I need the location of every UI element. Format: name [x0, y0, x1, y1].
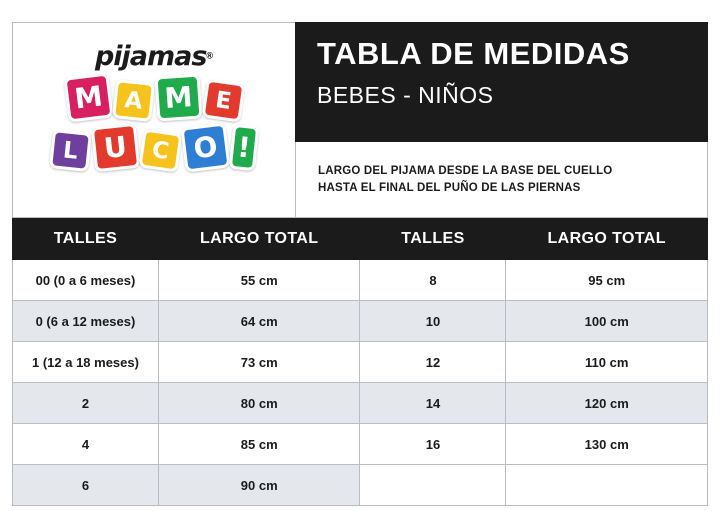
header-area — [12, 22, 708, 218]
logo-tile-c: C — [138, 128, 182, 172]
cell-length-right: 100 cm — [506, 301, 708, 342]
cell-length-right: 110 cm — [506, 342, 708, 383]
measurement-note — [295, 142, 708, 218]
measurements-table — [12, 218, 708, 506]
cell-size-right: 16 — [360, 424, 506, 465]
table-row — [13, 342, 708, 383]
cell-length-right: 120 cm — [506, 383, 708, 424]
cell-length-left: 73 cm — [158, 342, 360, 383]
table-header-row — [13, 219, 708, 260]
logo-tile-a: A — [112, 79, 155, 122]
logo-tile-l: L — [49, 129, 92, 172]
cell-size-left: 0 (6 a 12 meses) — [13, 301, 159, 342]
measurement-note-line-1: LARGO DEL PIJAMA DESDE LA BASE DEL CUELLO — [318, 164, 613, 177]
logo-wordmark-top — [38, 41, 270, 75]
column-header-largo-right: LARGO TOTAL — [506, 219, 708, 260]
logo-tile-m1: M — [63, 72, 113, 122]
table-row — [13, 260, 708, 301]
cell-size-left: 2 — [13, 383, 159, 424]
logo-row-mame — [38, 75, 270, 120]
cell-length-right-empty — [506, 465, 708, 506]
cell-length-left: 85 cm — [158, 424, 360, 465]
table-row — [13, 465, 708, 506]
registered-mark-icon: ® — [206, 50, 214, 61]
column-header-talles-left: TALLES — [13, 219, 159, 260]
cell-size-left: 4 — [13, 424, 159, 465]
cell-size-right: 10 — [360, 301, 506, 342]
cell-size-left: 1 (12 a 18 meses) — [13, 342, 159, 383]
title-block — [295, 22, 708, 142]
measurement-note-line-2: HASTA EL FINAL DEL PUÑO DE LAS PIERNAS — [318, 181, 581, 194]
cell-size-right-empty — [360, 465, 506, 506]
cell-length-left: 80 cm — [158, 383, 360, 424]
cell-size-left: 6 — [13, 465, 159, 506]
header-right-column — [295, 22, 708, 218]
cell-length-left: 55 cm — [158, 260, 360, 301]
cell-length-right: 130 cm — [506, 424, 708, 465]
brand-logo — [38, 41, 270, 199]
table-row — [13, 301, 708, 342]
logo-tile-exclamation: ! — [229, 124, 260, 171]
cell-length-right: 95 cm — [506, 260, 708, 301]
page-subtitle: BEBES - NIÑOS — [317, 81, 494, 108]
cell-size-right: 12 — [360, 342, 506, 383]
table-row — [13, 383, 708, 424]
size-chart-sheet — [12, 22, 708, 496]
brand-logo-cell — [12, 22, 295, 218]
cell-length-left: 90 cm — [158, 465, 360, 506]
page-title: TABLA DE MEDIDAS — [317, 36, 630, 71]
logo-tile-u: U — [91, 123, 140, 172]
logo-tile-e: E — [201, 78, 245, 122]
logo-pijamas-text: pijamas — [94, 41, 207, 72]
cell-size-right: 14 — [360, 383, 506, 424]
logo-tile-o: O — [180, 122, 230, 172]
cell-size-right: 8 — [360, 260, 506, 301]
table-row — [13, 424, 708, 465]
column-header-largo-left: LARGO TOTAL — [158, 219, 360, 260]
column-header-talles-right: TALLES — [360, 219, 506, 260]
logo-row-luco — [38, 125, 270, 170]
logo-tile-m2: M — [154, 73, 202, 121]
cell-size-left: 00 (0 a 6 meses) — [13, 260, 159, 301]
cell-length-left: 64 cm — [158, 301, 360, 342]
